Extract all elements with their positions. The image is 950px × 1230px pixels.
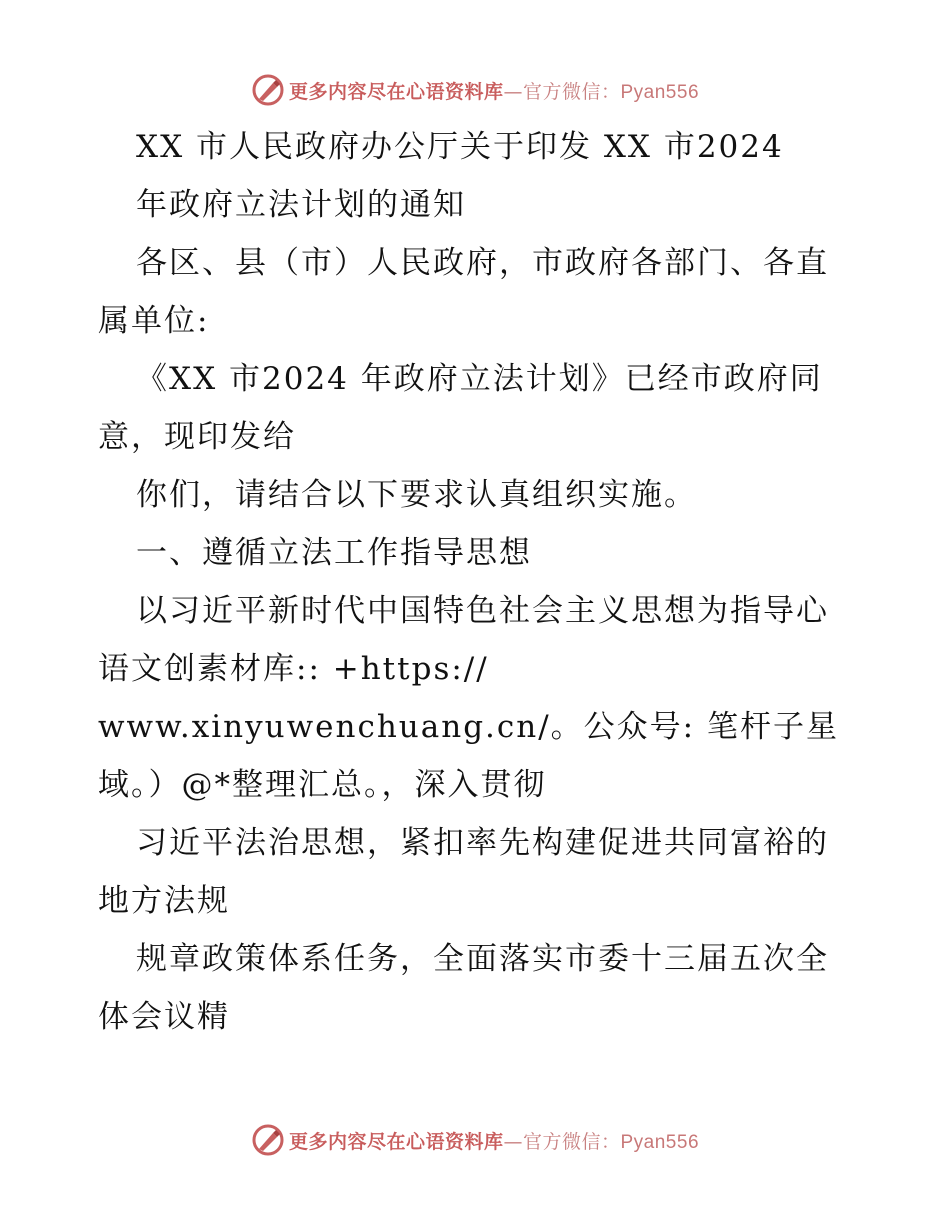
- watermark-sub: —官方微信：: [503, 1130, 621, 1153]
- watermark-main: 更多内容尽在心语资料库: [288, 1130, 504, 1153]
- paragraph-line: 规章政策体系任务，全面落实市委十三届五次全: [136, 941, 829, 977]
- paragraph-line: 你们，请结合以下要求认真组织实施。: [136, 477, 697, 513]
- watermark-text: [289, 1127, 699, 1154]
- paragraph-line: 各区、县（市）人民政府，市政府各部门、各直: [136, 245, 829, 281]
- watermark-main: 更多内容尽在心语资料库: [288, 80, 504, 103]
- footer-watermark-banner: [0, 1120, 950, 1160]
- paragraph-line: 《XX 市2024 年政府立法计划》已经市政府同: [136, 361, 823, 397]
- paragraph-line: 习近平法治思想，紧扣率先构建促进共同富裕的: [136, 825, 829, 861]
- pen-logo-icon: [251, 73, 285, 107]
- paragraph-line: 语文创素材库:: +https://: [98, 651, 489, 687]
- watermark-sub: —官方微信：: [503, 80, 621, 103]
- paragraph-line: www.xinyuwenchuang.cn/。公众号: 笔杆子星: [98, 709, 839, 745]
- section-heading: 一、遵循立法工作指导思想: [136, 535, 532, 571]
- paragraph-line: 属单位:: [98, 303, 210, 339]
- header-watermark-banner: [0, 70, 950, 110]
- title-line-1: XX 市人民政府办公厅关于印发 XX 市2024: [136, 129, 784, 165]
- watermark-text: [289, 77, 699, 104]
- paragraph-line: 以习近平新时代中国特色社会主义思想为指导心: [136, 593, 829, 629]
- watermark-account: Pyan556: [620, 81, 700, 103]
- paragraph-line: 地方法规: [98, 883, 230, 919]
- paragraph-line: 域。）@*整理汇总。，深入贯彻: [98, 767, 547, 803]
- pen-logo-icon: [251, 1123, 285, 1157]
- paragraph-line: 意，现印发给: [98, 419, 296, 455]
- paragraph-line: 体会议精: [98, 999, 230, 1035]
- watermark-account: Pyan556: [620, 1131, 700, 1153]
- document-body: [98, 118, 858, 1046]
- title-line-2: 年政府立法计划的通知: [136, 187, 466, 223]
